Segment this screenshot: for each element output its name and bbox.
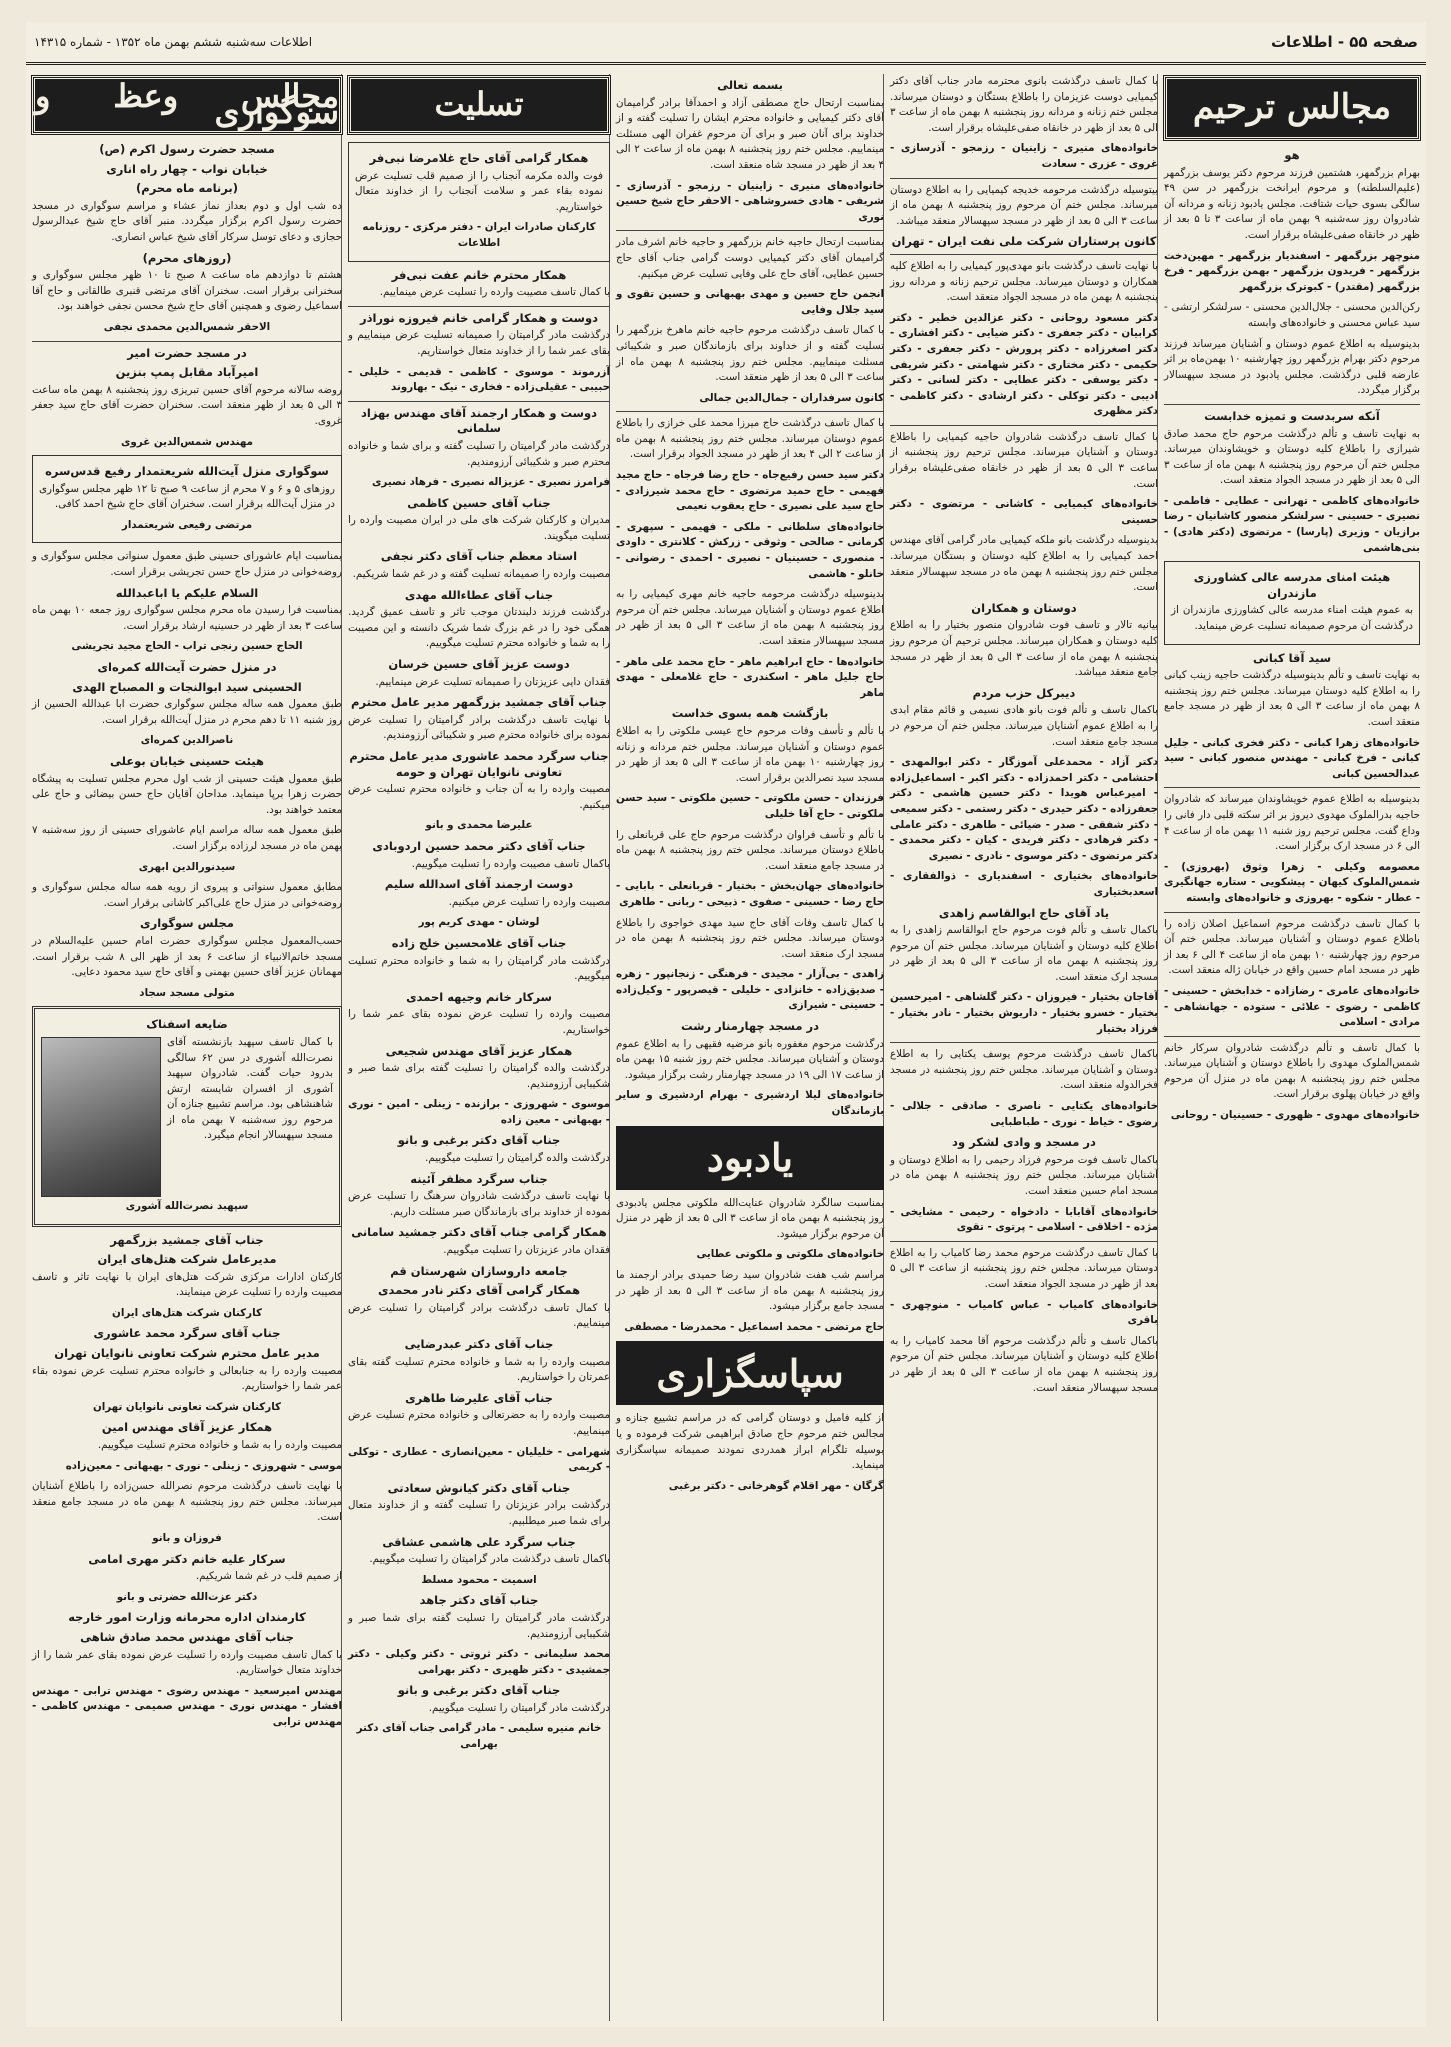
notice-text: بدینوسیله درگذشت بانو ملکه کیمیایی مادر گرامی آقای مهندس احمد کیمیایی را به اطلاع کلیه دوستان و بستگان میرساند. مجلس ختم روز پنجشنبه ۸ بهمن ماه در مسجد سپهسالار منعقد است.	[890, 534, 1158, 594]
notice-text: باکمال تاسف و تألم فوت بانو هادی نسیمی و قائم مقام ابدی را به اطلاع عموم آشنایان میرساند. مجلس ختم آن مرحوم در مسجد جامع منعقد است.	[890, 704, 1158, 748]
signature: لوشان - مهدی کریم پور	[418, 916, 540, 929]
notice-text: درگذشت برادر عزیزتان را تسلیت گفته و از خداوند متعال برای شما صبر میطلبیم.	[348, 1499, 610, 1527]
divider	[1164, 912, 1420, 913]
family-names: انجمن حاج حسین و مهدی بهبهانی و حسین تقوی و سید جلال وفایی	[616, 288, 884, 316]
issue-label: اطلاعات سه‌شنبه ششم بهمن ماه ۱۳۵۲ - شماره ۱۴۳۱۵	[34, 35, 313, 49]
banner-taslit: تسلیت	[348, 76, 610, 134]
divider	[616, 230, 884, 231]
notice-text: درگذشت مادر گرامیتان را تسلیت گفته برای شما صبر و شکیبایی آرزومندیم.	[348, 1611, 610, 1640]
divider	[890, 1042, 1158, 1043]
family-names: دکتر مسعود روحانی - دکتر عزالدین خطیر - دکتر کرابیان - دکتر جعفری - دکتر ضیایی - دکتر افشاری - دکتر اصغرزاده - دکتر پرورش - دکتر جعفری - دکتر حکیمی - دکتر مختاری - دکتر شهامتی - دکتر شریفی - دکتر یوسفی - دکتر عطایی - دکتر لسانی - دکتر ادیبی - دکتر توکلی - دکتر ارشادی - دکتر کاظمی - دکتر مظهری	[890, 311, 1158, 418]
notice-text: بمناسبت سالگرد شادروان عنایت‌الله ملکوتی مجلس یادبودی روز پنجشنبه ۸ بهمن ماه از ساعت ۳ الی ۵ بعد از ظهر در منزل آن مرحوم برگزار میشود.	[616, 1196, 884, 1240]
signature: الحاج حسین رنجی تراب - الحاج مجید تجریشی	[71, 640, 303, 653]
heading: هیئت امنای مدرسه عالی کشاورزی مازندران	[1193, 570, 1391, 600]
heading: دوست و همکار گرامی خانم فیروزه نوراذر	[359, 310, 599, 325]
signature: خانم منیره سلیمی - مادر گرامی جناب آقای دکتر بهرامی	[356, 1722, 602, 1751]
heading: جناب آقای سرگرد محمد عاشوری	[93, 1326, 281, 1341]
heading: در مسجد حضرت امیر	[127, 345, 247, 360]
column-notices-3	[609, 74, 890, 2021]
heading: مجلس سوگواری	[140, 916, 234, 931]
heading: جناب آقای حسین کاظمی	[407, 495, 551, 510]
family-names: محمد سلیمانی - دکتر ثروتی - دکتر وکیلی - دکتر جمشیدی - دکتر ظهیری - دکتر بهرامی	[348, 1648, 610, 1676]
heading: جناب آقای دکتر جاهد	[419, 1593, 539, 1608]
family-names: فرزندان - حسن ملکوتی - حسین ملکوتی - سید حسن ملکوتی - حاج آقا خلیلی	[616, 792, 884, 820]
family-names: خانواده‌های کامیاب - عباس کامیاب - منوچهری - باقری	[890, 1298, 1158, 1327]
heading: همکار محترم خانم عفت نبی‌فر	[391, 267, 567, 282]
divider	[348, 306, 610, 307]
notice-text: با کمال تاسف سپهبد بازنشسته آقای نصرت‌الله آشوری در سن ۶۲ سالگی بدرود حیات گفت. شادروان سپهبد آشوری از افسران شایسته ارتش شاهنشاهی بود. مراسم تشییع جنازه آن مرحوم روز سه‌شنبه ۷ بهمن ماه از مسجد سپهسالار انجام میگیرد.	[167, 1035, 333, 1142]
family-names: شهرامی - خلیلیان - معین‌انصاری - عطاری - توکلی - کریمی	[348, 1445, 610, 1474]
notice-text: با کمال تاسف درگذشت حاج میرزا محمد علی خرازی را باطلاع عموم دوستان میرساند. مجلس ختم روز پنجشنبه ۸ بهمن ماه از ساعت ۲ الی ۴ بعد از ظهر در مسجد الجواد برقرار است.	[616, 417, 884, 461]
notice-text: بیانیه تالار و تاسف فوت شادروان منصور بختیار را به اطلاع کلیه دوستان و همکاران میرساند. مجلس ترحیم آن مرحوم روز پنجشنبه ۸ بهمن ماه از ساعت ۳ الی ۵ بعد از ظهر در مسجد جامع منعقد میباشد.	[890, 619, 1158, 679]
notice-text: روضه سالانه مرحوم آقای حسین تبریزی روز پنجشنبه ۸ بهمن ماه ساعت ۳ الی ۵ بعد از ظهر منعقد است. سخنران حضرت آقای حاج سید جعفر غروی.	[32, 383, 343, 427]
family-names: خانواده‌های منیری - زاینیان - رزمجو - آذرسازی - غروی - عزری - سعادت	[890, 142, 1158, 170]
heading: جناب سرگرد محمد عاشوری مدیر عامل محترم تعاونی نانوایان تهران و حومه	[349, 749, 609, 779]
notice-text: فوت والده مکرمه آنجناب را از صمیم قلب تسلیت عرض نموده بقاء عمر و سلامت آنجناب را از خداوند متعال خواستاریم.	[355, 169, 603, 213]
divider	[890, 254, 1158, 255]
page-label: صفحه ۵۵ - اطلاعات	[1270, 33, 1418, 51]
col2-text	[890, 74, 1158, 1396]
column-obituaries	[1157, 74, 1426, 2021]
family-names: خانواده‌های منیری - زاینیان - رزمجو - آذرسازی - شریفی - هادی خسروشاهی - الاحقر حاج شیخ حسین نوری	[616, 179, 884, 223]
divider	[890, 1241, 1158, 1242]
heading: دیبرکل حزب مردم	[972, 685, 1076, 700]
notice-text: بدینوسیله درگذشت مرحومه حاجیه خانم مهری کیمیایی را به اطلاع عموم دوستان و آشنایان میرساند. مجلس ختم آن مرحوم روز پنجشنبه ۸ بهمن ماه از ساعت ۳ الی ۵ بعد از ظهر در مسجد سپهسالار منعقد است.	[616, 588, 884, 647]
divider	[1164, 787, 1420, 788]
col3b-text	[616, 78, 884, 1494]
family-names: خانواده‌های عامری - رضازاده - خدابخش - حسینی - کاظمی - رضوی - علائی - ستوده - جهانشاهی - مرادی - اسلامی	[1164, 984, 1420, 1029]
family-names: موسی - شهروزی - زینلی - نوری - بهبهانی - معین‌زاده	[65, 1459, 342, 1472]
heading: بسمه تعالی	[717, 78, 783, 92]
family-names: خانواده‌های کاظمی - تهرانی - عطایی - فاطمی - نصیری - حسینی - سرلشکر منصور کاشانیان - رضا برازیان - وزیری (پارسا) - مرتضوی (دکتر هادی) - بنی‌هاشمی	[1164, 494, 1420, 554]
signature: مرتضی رفیعی شریعتمدار	[121, 518, 253, 531]
notice-text: باکمال تاسف درگذشت مرحوم یوسف یکتایی را به اطلاع دوستان و آشنایان میرساند. مجلس ختم روز پنجشنبه در مسجد فخرالدوله منعقد است.	[890, 1048, 1158, 1092]
heading: جناب آقای دکتر برغبی و بانو	[397, 1683, 561, 1698]
notice-text: بمناسبت ایام عاشورای حسینی طبق معمول سنواتی مجلس سوگواری و روضه‌خوانی در منزل حاج حسن تجریشی برقرار است.	[32, 550, 342, 579]
notice-text: باکمال تاسف مصیبت وارده را تسلیت میگوییم.	[411, 857, 610, 870]
divider	[890, 178, 1158, 179]
heading: همکار گرامی آقای حاج غلامرضا نبی‌فر	[369, 151, 589, 165]
heading: هیئت حسینی خیابان بوعلی	[109, 754, 265, 768]
notice-text: بمناسبت ارتحال حاجیه خانم بزرگمهر و حاجیه خانم اشرف مادر گرامیمان آقای دکتر کیمیایی دوست گرامی جناب آقای حاج حسین عطایی، آقای حاج علی وفایی تسلیت عرض میکنیم.	[616, 236, 884, 280]
family-names: موسوی - شهروزی - برازنده - زینلی - امین - نوری - بهبهانی - معین زاده	[348, 1098, 610, 1126]
notice-text: مصیبت وارده را تسلیت عرض میکنیم.	[448, 895, 610, 908]
portrait-photo	[41, 1037, 161, 1197]
notice-text: با تألم و تأسف وفات مرحوم حاج عیسی ملکوتی را به اطلاع عموم دوستان و آشنایان میرساند. مجلس ختم مردانه و زنانه روز چهارشنبه ۱۰ بهمن ماه از ساعت ۳ الی ۵ بعد از ظهر در مسجد سید نصرالدین برقرار است.	[616, 724, 884, 784]
notice-text: مصیبت وارده را صمیمانه تسلیت گفته و در غم شما شریکیم.	[352, 568, 610, 581]
notice-text: درگذشت مادر گرامیتان را تسلیت گفته و برای شما و خانواده محترم صبر و شکیبائی آرزومندیم.	[348, 439, 610, 468]
signature: سیدنورالدین ابهری	[138, 860, 236, 873]
notice-text: با نهایت تاسف درگذشت شادروان سرهنگ را تسلیت عرض نموده از خداوند برای بازماندگان صبر مسئلت داریم.	[348, 1190, 610, 1218]
heading: جناب آقای عطاءالله مهدی	[404, 587, 554, 602]
notice-text: طبق معمول هیئت حسینی از شب اول محرم مجلس تسلیت به پیشگاه حضرت زهرا برپا مینماید. مداحان آقایان حاج حسن بیضائی و حاج علی معتمد خواهند بود.	[32, 772, 342, 816]
heading: جناب آقای دکتر کیانوش سعادتی	[387, 1480, 571, 1495]
heading: سید آقا کبانی	[1252, 650, 1332, 665]
heading: بازگشت همه بسوی خداست	[671, 706, 829, 721]
notice-box	[32, 455, 342, 543]
notice-text: با کمال تاسف درگذشت شادروان حاجیه کیمیایی را باطلاع دوستان و آشنایان میرساند. مجلس ترحیم روز پنجشنبه از ساعت ۳ الی ۵ بعد از ظهر در خانقاه صفی‌علیشاه برقرار است.	[890, 430, 1159, 490]
notice-text: با تألم و تأسف فراوان درگذشت مرحوم حاج علی قربانعلی را باطلاع دوستان میرساند. مجلس ختم روز پنجشنبه ۸ بهمن ماه در مسجد جامع منعقد است.	[616, 828, 885, 872]
heading: همکار عزیز آقای مهندس شجیعی	[385, 1043, 573, 1058]
notice-text: با نهایت تاسف درگذشت مرحوم نصرالله حسن‌زاده را باطلاع آشنایان میرساند. مجلس ختم روز پنجشنبه ۸ بهمن ماه در مسجد جامع منعقد است.	[32, 1480, 342, 1524]
notice-text: به نهایت تاسف و تألم درگذشت مرحوم حاج محمد صادق شیرازی را باطلاع کلیه دوستان و خویشاوندان میرساند. مجلس ختم آن مرحوم روز پنجشنبه ۸ بهمن ماه از ساعت ۳ الی ۵ بعد از ظهر در مسجد الجواد منعقد است.	[1164, 427, 1420, 487]
notice-text: با کمال تاسف درگذشت مرحوم اسماعیل اصلان زاده را باطلاع عموم دوستان و آشنایان میرساند. مجلس ختم آن مرحوم روز چهارشنبه ۱۰ بهمن ماه از ساعت ۴ الی ۶ بعد از ظهر در مسجد امام حسین واقع در خیابان ژاله منعقد است.	[1164, 917, 1420, 977]
family-names: کانون سرفداران - جمال‌الدین جمالی	[699, 391, 884, 404]
notice-text: با کمال تاسف مصیبت وارده را تسلیت عرض نموده بقای عمر شما را از خداوند متعال خواستاریم.	[32, 1648, 342, 1677]
heading: سوگواری منزل آیت‌الله شریعتمدار رفیع قدس‌سره	[45, 464, 329, 479]
divider	[616, 411, 884, 412]
heading: آنکه سربدست و تمیزه خدابست	[1204, 408, 1380, 423]
notice-text: بدینوسیله به اطلاع عموم دوستان و آشنایان میرساند فرزند مرحوم دکتر بهرام بزرگمهر روز چهارشنبه ۱۰ بهمن‌ماه بر اثر عارضه قلبی درگذشت. مجلس یادبود در مسجد سپهسالار برگزار میگردد.	[1164, 337, 1420, 397]
column-notices-2	[883, 74, 1164, 2021]
column-mourning-gatherings	[26, 74, 348, 2021]
heading: کانون پرستاران شرکت ملی نفت ایران - تهران	[891, 234, 1157, 249]
signature: کارکنان شرکت تعاونی نانوایان تهران	[92, 1400, 282, 1413]
notice-text: درگذشت والده گرامیتان را تسلیت میگوییم.	[425, 1152, 610, 1165]
banner-yadbud: یادبود	[616, 1126, 884, 1190]
heading: ضایعه اسفناک	[146, 1017, 228, 1032]
heading: مسجد حضرت رسول اکرم (ص)	[99, 142, 275, 156]
signature: کارکنان صادرات ایران - دفتر مرکزی - روزنامه اطلاعات	[362, 221, 596, 249]
banner-majales-tarhim: مجالس ترحیم	[1164, 76, 1420, 140]
family-names: حاج مرتضی - محمد اسماعیل - محمدرضا - مصطفی	[624, 1320, 884, 1333]
notice-text: مصیبت وارده را تسلیت عرض نموده بقای عمر شما را خواستاریم.	[348, 1008, 610, 1036]
banner-majales-vaz: مجالس وعظ و سوگواری	[32, 76, 342, 134]
notice-text: با کمال تاسف درگذشت برادر گرامیتان را تسلیت عرض مینماییم.	[348, 1301, 610, 1330]
family-names: خانواده‌های جهان‌بخش - بختیار - قربانعلی - بابایی - حاج رضا - حسینی - صفوی - ذبیحی - ربانی - طاهری	[616, 880, 884, 908]
heading: جناب آقای علیرضا طاهری	[405, 1390, 553, 1405]
signature: کارکنان شرکت هتل‌های ایران	[112, 1306, 262, 1319]
divider	[32, 341, 342, 342]
heading: سرکار خانم وجیهه احمدی	[406, 989, 552, 1004]
heading: در منزل حضرت آیت‌الله کمره‌ای	[97, 660, 277, 675]
notice-text: از صمیم قلب در غم شما شریکیم.	[195, 1570, 342, 1583]
heading: الحسینی سید ابوالنجات و المصباح الهدی	[72, 679, 302, 694]
notice-text: از کلیه فامیل و دوستان گرامی که در مراسم تشییع جنازه و مجالس ختم مرحوم حاج صادق ابراهیمی شرکت فرموده و یا بوسیله تلگرام ابراز همدردی نمودند صمیمانه سپاسگزاری مینماید.	[616, 1412, 884, 1472]
family-names: زاهدی - بی‌آزار - مجیدی - فرهنگی - زنجانپور - زهره - صدیق‌زاده - خانزادی - خلیلی - قیصرپور - وکیل‌زاده - حسینی - شیرازی	[616, 968, 884, 1012]
signature: متولی مسجد سجاد	[139, 986, 235, 999]
notice-text: مراسم شب هفت شادروان سید رضا حمیدی برادر ارجمند ما روز پنجشنبه ۸ بهمن ماه از ساعت ۳ الی ۵ بعد از ظهر در مسجد جامع برگزار میشود.	[616, 1269, 884, 1313]
heading: یاد آقای حاج ابوالقاسم زاهدی	[938, 905, 1110, 920]
family-names: رکن‌الدین محسنی - جلال‌الدین محسنی - سرلشکر ارتشی - سید عباس محسنی و خانواده‌های وابسته	[1164, 301, 1420, 329]
notice-text: مصیبت وارده را به جنابعالی و خانواده محترم تسلیت عرض نموده بقاء عمر شما را خواستاریم.	[32, 1364, 342, 1393]
family-names: آزرموند - موسوی - کاظمی - قدیمی - خلیلی - حبیبی - عقیلی‌زاده - فخاری - نیک - بهاروند	[348, 365, 610, 394]
family-names: خانواده‌های مهدوی - ظهوری - حسینیان - روحانی	[1170, 1109, 1420, 1122]
notice-text: باکمال تاسف و تألم فوت مرحوم حاج ابوالقاسم زاهدی را به اطلاع کلیه دوستان و آشنایان میرساند. مجلس ختم آن مرحوم روز پنجشنبه ۸ بهمن ماه از ساعت ۳ الی ۵ بعد از ظهر در مسجد ارک منعقد است.	[890, 924, 1158, 983]
notice-text: با نهایت تاسف درگذشت برادر گرامیتان را تسلیت عرض نموده برای خانواده محترم صبر و شکیبائی آرزومندیم.	[348, 713, 610, 742]
heading: جناب سرگرد علی هاشمی عشاقی	[382, 1534, 576, 1549]
notice-text: طبق معمول همه ساله مراسم ایام عاشورای حسینی از روز سه‌شنبه ۷ بهمن ماه در مسجد لرزاده برگزار است.	[32, 824, 342, 852]
heading: امیرآباد مقابل پمپ بنزین	[115, 365, 259, 380]
notice-text: فقدان مادر عزیزتان را تسلیت میگوییم.	[443, 1244, 610, 1257]
family-names: منوچهر بزرگمهر - اسفندیار بزرگمهر - مهین‌دخت بزرگمهر - فریدون بزرگمهر - بهمن بزرگمهر - فرخ بزرگمهر (مقتدر) - کبوترک بزرگمهر	[1164, 249, 1420, 293]
heading: در مسجد و وادی لشکر ود	[952, 1135, 1096, 1150]
family-names: خانواده‌ها - حاج ابراهیم ماهر - حاج محمد علی ماهر - حاج جلیل ماهر - اسکندری - حاج غلامعلی - مهدی ماهر	[616, 655, 884, 699]
notice-text: بمناسبت فرا رسیدن ماه محرم مجلس سوگواری روز جمعه ۱۰ بهمن ماه ساعت ۳ بعد از ظهر در حسینیه ارشاد برقرار است.	[32, 604, 342, 632]
notice-box	[348, 142, 610, 262]
notice-box-with-photo	[32, 1006, 342, 1226]
family-names: خانواده‌های آقابابا - دادخواه - رحیمی - مشایخی - مژده - اخلاقی - اسلامی - پرتوی - تقوی	[890, 1205, 1158, 1234]
notice-text: باکمال تاسف فوت مرحوم فرزاد رحیمی را به اطلاع دوستان و آشنایان میرساند. مجلس ختم روز پنجشنبه ۸ بهمن ماه در مسجد امام حسین منعقد است.	[890, 1153, 1159, 1197]
heading: سرکار علیه خانم دکتر مهری امامی	[88, 1551, 286, 1566]
notice-text: طبق معمول همه ساله مجلس سوگواری حضرت ابا عبدالله الحسین از روز شنبه ۱۱ تا دهم محرم در منزل آیت‌الله برقرار است.	[32, 698, 342, 726]
notice-text: حسب‌المعمول مجلس سوگواری حضرت امام حسین علیه‌السلام در مسجد خاتم‌الانبیاء از ساعت ۶ بعد از ظهر الی ۸ شب برقرار است. مهمانان عزیز آقای حسین بهمنی و آقای حاج سید محمود دعایی.	[32, 934, 343, 979]
col1-text	[1164, 148, 1420, 1124]
notice-text: با کمال تاسف وفات آقای حاج سید مهدی خواجوی را باطلاع دوستان میرساند. مجلس ختم روز پنجشنبه ۸ بهمن ماه در مسجد ارک منعقد است.	[616, 916, 885, 960]
heading: همکار گرامی جناب آقای دکتر جمشید سامانی	[351, 1225, 607, 1240]
notice-text: مطابق معمول سنواتی و پیروی از رویه همه ساله مجلس سوگواری و روضه‌خوانی در منزل حاج علی‌اکبر کاشانی برقرار است.	[32, 881, 342, 909]
notice-box	[1164, 561, 1420, 644]
heading: جناب آقای غلامحسین خلج زاده	[391, 935, 567, 950]
signature: علیرضا محمدی و بانو	[425, 819, 533, 832]
notice-text: بمناسبت ارتحال حاج مصطفی آزاد و احمدآقا برادر گرامیمان آقای دکتر کیمیایی و خانواده محترم ایشان را تسلیت گفته و از خداوند برای آنان صبر و برای آن مرحوم غفران الهی مسئلت مینماییم. مجلس ختم روز پنجشنبه ۸ بهمن ماه از ساعت ۲ الی ۴ بعد از ظهر در مسجد شاه منعقد است.	[616, 96, 884, 171]
family-names: خانواده‌های سلطانی - ملکی - فهیمی - سپهری - کرمانی - صالحی - وثوقی - زرکش - کلانتری - داودی - منصوری - حسینیان - نصیری - احمدی - رضوانی - خانلو - هاشمی	[616, 520, 884, 580]
family-names: خانواده‌های لیلا اردشیری - بهرام اردشیری و سایر بازماندگان	[616, 1089, 884, 1118]
notice-text: با نهایت تاسف درگذشت بانو مهدی‌پور کیمیایی را به اطلاع کلیه همکاران و دوستان میرساند. مجلس ترحیم زنانه و مردانه روز پنجشنبه ۸ بهمن ماه در مسجد الجواد منعقد است.	[890, 259, 1158, 304]
family-names: خانواده‌های زهرا کبانی - دکتر فخری کبانی - جلیل کبانی - فرخ کبانی - مهندس منصور کبانی - سید عبدالحسین کبانی	[1164, 736, 1420, 780]
banner-sepasgozari: سپاسگزاری	[616, 1341, 884, 1405]
notice-text: با کمال تاسف درگذشت مرحوم حاجیه خانم ماهرخ بزرگمهر را تسلیت گفته و از خداوند برای بازماندگان صبر و شکیبائی مسئلت مینماییم. مجلس ختم روز پنجشنبه ۸ بهمن ماه از ساعت ۳ الی ۵ بعد از ظهر منعقد است.	[616, 324, 884, 384]
notice-text: با کمال تاسف و تألم درگذشت شادروان سرکار خانم شمس‌الملوک مهدوی را باطلاع دوستان و آشنایان میرساند. مجلس ختم روز پنجشنبه ۸ بهمن ماه در منزل آن مرحوم واقع در خیابان پهلوی برقرار است.	[1164, 1041, 1420, 1101]
heading: استاد معظم جناب آقای دکتر نجفی	[380, 549, 578, 564]
photo-caption: سپهبد نصرت‌الله آشوری	[125, 1199, 249, 1212]
notice-text: بیتوسیله درگذشت مرحومه خدیجه کیمیایی را به اطلاع دوستان میرساند. مجلس ختم آن مرحوم روز پنجشنبه ۸ بهمن ماه از ساعت ۳ الی ۵ بعد از ظهر در مسجد سپهسالار منعقد میباشد.	[890, 183, 1158, 227]
notice-text: درگذشت مادر گرامیتان را به شما و خانواده محترم تسلیت میگوییم.	[348, 954, 610, 983]
family-names: خانواده‌های ملکوتی و ملکوتی عطایی	[696, 1248, 884, 1261]
family-names: دکتر سید حسن رفیع‌جاه - حاج رضا فرجاه - حاج مجید فهیمی - حاج حمید مرتضوی - حاج محمد شیرزادی - حاج سید علی نصیری - حاج یعقوب نعیمی	[616, 469, 884, 513]
heading: مدیرعامل شرکت هتل‌های ایران	[97, 1252, 277, 1267]
notice-text: روزهای ۵ و ۶ و ۷ محرم از ساعت ۹ صبح تا ۱۲ ظهر مجلس سوگواری در منزل آیت‌الله برقرار است. سخنران آقای حاج شیخ احمد کافی.	[39, 482, 336, 511]
heading: (برنامه ماه محرم)	[136, 181, 238, 196]
col4-text	[32, 142, 342, 1731]
notice-text: مصیبت وارده را به شما و خانواده محترم تسلیت گفته بقای عمرتان را خواستاریم.	[348, 1355, 610, 1384]
divider	[1164, 1036, 1420, 1037]
heading: دوستان و همکاران	[971, 600, 1077, 615]
heading: جامعه داروسازان شهرستان قم	[390, 1263, 568, 1278]
notice-text: درگذشت مادر گرامیتان را تسلیت میگوییم.	[428, 1701, 610, 1714]
notice-text: فقدان دایی عزیزتان را صمیمانه تسلیت عرض مینماییم.	[375, 675, 610, 688]
notice-text: مصیبت وارده را به حضرتعالی و خانواده محترم تسلیت عرض مینماییم.	[348, 1409, 610, 1437]
heading: (روزهای محرم)	[142, 250, 232, 265]
heading: در مسجد چهارمنار رشت	[681, 1019, 819, 1034]
heading: دوست و همکار ارجمند آقای مهندس بهزاد سلمانی	[360, 405, 598, 436]
page-header	[26, 22, 1426, 65]
heading: جناب سرگرد مظفر آئینه	[410, 1171, 548, 1186]
signature: ناصرالدین کمره‌ای	[140, 734, 234, 747]
heading: مدیر عامل محترم شرکت تعاونی نانوایان تهران	[54, 1346, 320, 1361]
notice-text: بهرام بزرگمهر، هشتمین فرزند مرحوم دکتر یوسف بزرگمهر (علیم‌السلطنه) و مرحوم ایرانخت بزرگمهر در سن ۴۹ سالگی بسوی حیات شتافت. مجلس یادبود زنانه و مردانه آن شادروان روز سه‌شنبه ۹ بهمن ماه از ساعت ۳ تا ۵ بعد از ظهر در خانقاه صفی‌علیشاه برقرار است.	[1164, 166, 1421, 241]
notice-text: باکمال تاسف و تألم درگذشت مرحوم آقا محمد کامیاب را به اطلاع کلیه دوستان و آشنایان میرساند. مجلس ختم آن مرحوم روز پنجشنبه ۸ بهمن ماه از ساعت ۳ الی ۵ بعد از ظهر در مسجد سپهسالار منعقد است.	[890, 1334, 1158, 1394]
notice-text: با کمال تاسف مصیبت وارده را تسلیت عرض مینماییم.	[379, 286, 610, 299]
family-names: خانواده‌های بختیاری - اسفندیاری - ذوالفقاری - اسعدبختیاری	[890, 870, 1158, 898]
signature: فروزان و بانو	[152, 1532, 222, 1544]
divider	[1164, 404, 1420, 405]
notice-text: هشتم تا دوازدهم ماه ساعت ۸ صبح تا ۱۰ ظهر مجلس سوگواری و سخنرانی برقرار است. سخنران آقای مرتضی قنبری طالقانی و حاج آقا اسماعیل رضوی و همچنین آقای حاج شیخ محسن نجفی خواهند بود.	[32, 269, 342, 313]
family-names: آقاجان بختیار - فیروزان - دکتر گلشاهی - امیرحسین بختیار - خسرو بختیار - داریوش بختیار - نادر بختیار - فرزاد بختیار	[890, 991, 1158, 1035]
notice-text: به عموم هیئت امناء مدرسه عالی کشاورزی مازندران از درگذشت آن مرحوم صمیمانه تسلیت عرض مینماید.	[1171, 604, 1413, 633]
notice-text: مصیبت وارده را به شما و خانواده محترم تسلیت میگوییم.	[97, 1439, 342, 1452]
divider	[348, 401, 610, 402]
signature: دکتر عزت‌الله حضرتی و بانو	[116, 1590, 258, 1603]
notice-text: مدیران و کارکنان شرکت های ملی در ایران مصیبت وارده را تسلیت میگویند.	[348, 514, 610, 542]
notice-text: باکمال تاسف درگذشت مادر گرامیتان را تسلیت میگوییم.	[369, 1553, 610, 1566]
heading: جناب آقای جمشید بزرگمهر مدیر عامل محترم	[351, 695, 607, 710]
notice-text: درگذشت مادر گرامیتان را صمیمانه تسلیت عرض مینماییم و بقای عمر شما را از خداوند متعال خواستاریم.	[348, 329, 610, 357]
columns	[26, 74, 1426, 2021]
notice-text: درگذشت مرحوم مغفوره بانو مرضیه فقیهی را به اطلاع عموم دوستان و آشنایان میرساند. مجلس ختم روز شنبه ۱۵ بهمن ماه از ساعت ۱۷ الی ۱۹ در مسجد چهارمنار رشت برگزار میشود.	[616, 1037, 884, 1081]
notice-text: با کمال تاسف درگذشت بانوی محترمه مادر جناب آقای دکتر کیمیایی دوست عزیزمان را باطلاع بستگان و دوستان میرساند. مجلس ختم زنانه و مردانه روز پنجشنبه ۸ بهمن ماه از ساعت ۳ الی ۵ بعد از ظهر در خانقاه صفی‌علیشاه برقرار است.	[890, 75, 1158, 134]
notice-text: درگذشت والده گرامیتان را تسلیت گفته برای شما صبر و شکیبایی آرزومندیم.	[348, 1062, 610, 1090]
column-condolences	[341, 74, 616, 2021]
notice-text: با کمال تاسف درگذشت مرحوم محمد رضا کامیاب را به اطلاع دوستان میرساند. مجلس ختم روز پنجشنبه از ساعت ۳ الی ۵ بعد از ظهر در مسجد الجواد منعقد است.	[890, 1246, 1158, 1290]
divider	[890, 425, 1158, 426]
notice-text: بدینوسیله به اطلاع عموم خویشاوندان میرساند که شادروان حاجیه بدرالملوک مهدوی دیروز بر اثر سکته قلبی دار فانی را وداع گفت. مجلس ترحیم روز شنبه ۱۱ بهمن ماه از ساعت ۴ الی ۶ در مسجد ارک برگزار است.	[1164, 793, 1421, 853]
heading: جناب آقای دکتر برغبی و بانو	[397, 1133, 561, 1148]
notice-text: مصیبت وارده را به آن جناب و خانواده محترم تسلیت عرض میکنیم.	[348, 783, 610, 811]
heading: هو	[1284, 148, 1300, 162]
heading: جناب آقای مهندس محمد صادق شاهی	[80, 1629, 294, 1644]
col3-text	[348, 142, 610, 1753]
family-names: فرامرز نصیری - عزیزاله نصیری - فرهاد نصیری	[372, 476, 610, 489]
family-names: خانواده‌های کیمیایی - کاشانی - مرتضوی - دکتر حسینی	[890, 498, 1158, 526]
heading: دوست عزیز آقای حسین خرسان	[388, 657, 570, 672]
family-names: خانواده‌های یکتایی - ناصری - صادقی - جلالی - رضوی - خیاط - نوری - طباطبایی	[890, 1100, 1158, 1128]
heading: دوست ارجمند آقای اسدالله سلیم	[384, 877, 574, 892]
heading: السلام علیکم یا اباعبدالله	[115, 585, 259, 600]
signature: اسمیت - محمود مسلط	[421, 1573, 537, 1586]
heading: جناب آقای دکتر عبدرضایی	[404, 1337, 554, 1351]
heading: کارمندان اداره محرمانه وزارت امور خارجه	[68, 1610, 306, 1625]
notice-text: کارکنان ادارات مرکزی شرکت هتل‌های ایران با نهایت تاثر و تاسف مصیبت وارده را تسلیت عرض مینمایند.	[32, 1270, 342, 1299]
family-names: مهندس امیرسعید - مهندس رضوی - مهندس ترابی - مهندس افشار - مهندس نوری - مهندس صمیمی - مهندس کاظمی - مهندس ترابی	[32, 1684, 342, 1728]
family-names: دکتر آزاد - محمدعلی آموزگار - دکتر ابوالمهدی - احتشامی - دکتر احمدزاده - دکتر اکبر - اسماعیل‌زاده - امیرعباس هویدا - دکتر حسین هاشمی - دکتر جعفرزاده - دکتر حیدری - دکتر رستمی - دکتر سمیعی - دکتر شفقی - صدر - ضیائی - طاهری - دکتر عاملی - دکتر فرهادی - دکتر فریدی - کیان - دکتر محمدی - دکتر مرتضوی - دکتر موسوی - نادری - نصیری	[890, 756, 1158, 862]
heading: جناب آقای دکتر محمد حسین اردوبادی	[372, 838, 586, 853]
heading: خیابان نواب - چهار راه اناری	[106, 161, 268, 176]
heading: همکار عزیز آقای مهندس امین	[101, 1420, 273, 1435]
signature: الاحقر شمس‌الدین محمدی نجفی	[103, 320, 271, 333]
notice-text: به نهایت تاسف و تألم بدینوسیله درگذشت حاجیه زینب کبانی را به اطلاع کلیه دوستان میرساند. مجلس ختم روز پنجشنبه ۸ بهمن ماه از ساعت ۳ الی ۵ بعد از ظهر در مسجد جامع منعقد است.	[1164, 669, 1420, 728]
notice-text: ده شب اول و دوم بعداز نماز عشاء و مراسم سوگواری در مسجد حضرت رسول اکرم برگزار میگردد. منبر آقای حاج شیخ عبدالرسول حجازی و دعای توسل سرکار آقای شیخ عباس انصاری.	[32, 199, 342, 243]
notice-text: درگذشت فرزند دلبندتان موجب تاثر و تاسف عمیق گردید. همگی خود را در غم بزرگ شما شریک دانسته و این مصیبت را به شما و خانواده محترم تسلیت میگوییم.	[348, 606, 610, 650]
newspaper-page	[26, 22, 1426, 2027]
family-names: معصومه وکیلی - زهرا وثوق (بهروزی) - شمس‌الملوک کیهان - پیشکویی - ستاره جهانگیری - عطار - شکوه - بهروزی و خانواده‌های وابسته	[1164, 860, 1420, 904]
family-names: گرگان - مهر اقلام گوهرخانی - دکتر برغبی	[668, 1479, 884, 1492]
signature: مهندس شمس‌الدین غروی	[120, 435, 254, 448]
heading: جناب آقای جمشید بزرگمهر	[110, 1232, 264, 1247]
heading: همکار گرامی آقای دکتر نادر محمدی	[377, 1283, 581, 1298]
